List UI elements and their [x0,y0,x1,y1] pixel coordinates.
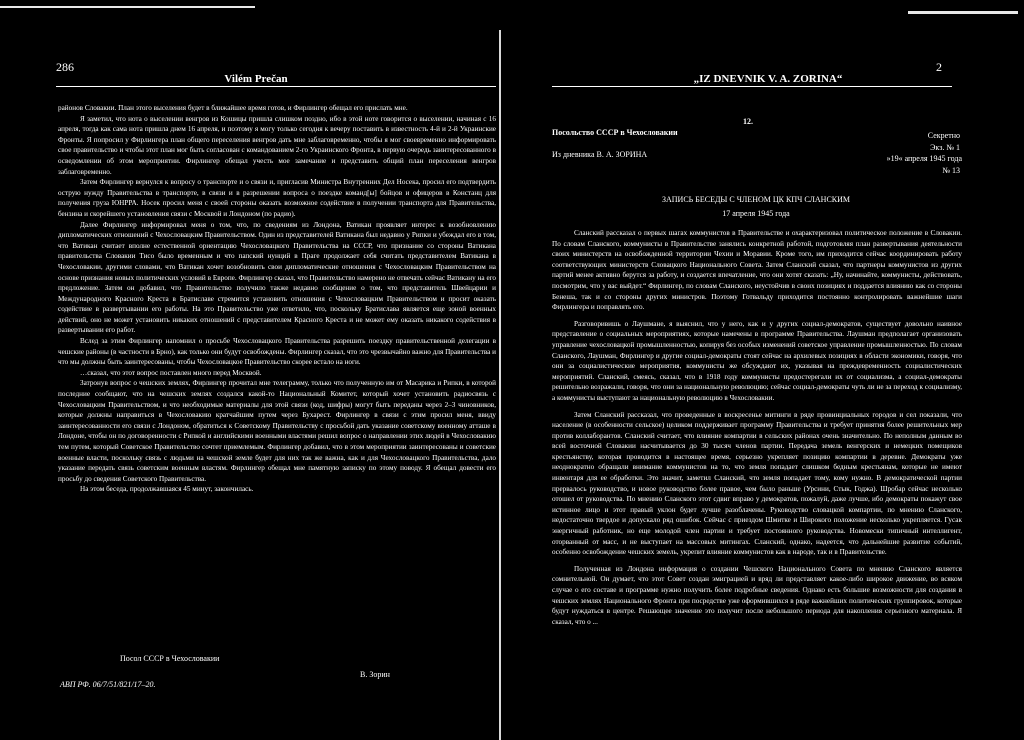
paragraph: …сказал, что этот вопрос поставлен много перед Москвой. [80,368,262,377]
archive-reference: АВП РФ. 06/7/51/821/17–20. [60,680,156,689]
left-body-text [58,103,496,495]
paragraph: Вслед за этим Фирлингер напомнил о просьбе Чехословацкого Правительства разрешить поездку правительственной делегации в чешские районы (в частности в Брно), как только они будут освобождены. Фирлингер сказал, что это чрезвычайно важно для Правительства и что мы должны быть заинтересованы, чтобы Чехословацкое Правительство скорее встало на ноги. [58,337,496,367]
paragraph: Полученная из Лондона информация о создании Чешского Национального Совета по мнению Сланского является сомнительной. Он думает, что этот Совет создан эмиграцией и вряд ли представляет какое-либо широкое движение, во всяком случае о его составе и программе нужно получить более подробные сведения. Однако есть большие возможности для создания в чешских землях Национального Фронта при посредстве уже оформившихся в ряде важнейших политических группировок, которые будут нуждаться в центре. Решающее значение это получит после небольшого периода для накопления серьезного материала. Я сказал, что о ... [552,564,962,626]
header-rule-right [552,86,952,87]
document-title: ЗАПИСЬ БЕСЕДЫ С ЧЛЕНОМ ЦК КПЧ СЛАНСКИМ [661,195,851,204]
document-title-date: 17 апреля 1945 года [722,209,790,218]
diary-line: Из дневника В. А. ЗОРИНА [552,150,648,159]
paragraph: районов Словакии. План этого выселения будет в ближайшее время готов, и Фирлингер обещал его прислать мне. [58,104,408,112]
embassy-line: Посольство СССР в Чехословакии [552,128,678,137]
right-body-text [552,228,962,627]
signature-name: В. Зорин [360,670,390,679]
header-rule-left [56,86,496,87]
copy-number: Экз. № 1 [930,143,960,152]
paragraph: Сланский рассказал о первых шагах коммунистов в Правительстве и охарактеризовал политическое положение в Словакии. По словам Сланского, коммунисты в Правительстве занялись конкретной работой, подготовляя план развертывания деятельности своих министерств на освобожденной территории Чехии и Моравии. Кроме того, им приходится сейчас координировать работу соответствующих министерств Словацкого Национального Совета. Затем Сланский сказал, что партнеры коммунистов из других партий менее активно берутся за работу, и создается впечатление, что они хотят сказать: „Ну, начинайте, коммунисты, действовать, посмотрим, что у вас выйдет.“ Фирлингер, по словам Сланского, неустойчив в своих позициях и поддается влиянию как со стороны Бенеша, так и со стороны других министров. Поэтому Готвальду приходится постоянно контролировать важнейшие шаги Фирлингера и поправлять его. [552,229,962,312]
running-head-right: „IZ DNEVNIK V. A. ZORINA“ [693,73,843,85]
paragraph: Затем Сланский рассказал, что проведенные в воскресенье митинги в ряде провинциальных городов и сел показали, что население (в особенности сельское) целиком поддерживает программу Правительства и требует принятия более решительных мер против коллаборантов. Сланский считает, что влияние компартии в сельских районах очень значительно. По неполным данным во всей восточной Словакии насчитывается до 30 тысяч членов партии. Передача земель венгерских и немецких помещиков крестьянству, которая проводится в настоящее время, серьезно укрепляет позицию компартии в деревне. Демократы уже неоднократно обращали внимание коммунистов на то, что земля попадает слишком бедным крестьянам, которые не имеют инвентаря для ее обработки. Это значит, заметил Сланский, что земля попадает тому, кому нужно. В демократической партии прервалось руководство, и новое руководство более правое, чем было раньше (Урсини, Стык, Годжа). Шробар сейчас несколько отошел от руководства. По мнению Сланского этот сдвиг вправо у демократов, пожалуй, даже лучше, ибо демократы покажут свое истинное лицо и этот правый уклон будет лучше разоблачены. Руководство словацкой компартии, по мнению Сланского, недостаточно твердое и допускало ряд ошибок. Сейчас с приездом Шмитке и Широкого положение несколько укрепляется. Гусак энергичный работник, но еще молодой член партии и требует постоянного руководства. Новомеcки типичный интеллигент, оторванный от масс, и не выступает на массовых митингах. Сланский, однако, надеется, что дальнейшие развитие событий, особенно освобождение чешских земель, укрепит влияние коммунистов как в народе, так и в Правительстве. [552,410,962,557]
date-line: »19« апреля 1945 года [886,154,962,163]
left-page [0,0,512,736]
page-number-left: 286 [56,60,74,74]
running-head-left: Vilém Prečan [224,73,288,85]
paragraph: Разговоривишь о Лаушмане, я выяснил, что у него, как и у других социал-демократов, существует довольно наивное представление о социальных мероприятиях, которые намечены в программе Правительства. Лаушман предполагает организовать управление чехословацкой промышленностью, копируя без особых изменений советское управление промышленностью. По словам Сланского, Лаушман, Фирлингер и другие социал-демократы стоят сейчас на архилевых позициях в области экономики, говоря, что они за социалистические мероприятия, коммунисты же обсуждают их, указывая на преждевременность социалистических мероприятий. Сланский, смеясь, сказал, что в 1918 году коммунисты предостерегали их от социализма, а социал-демократы решительно возражали, говоря, что они за национальную революцию; сейчас социал-демократы чуть ли не за переход к социализму, а коммунисты выступают за национальную революцию в Чехословакии. [552,319,962,402]
paragraph: На этом беседа, продолжавшаяся 45 минут, закончилась. [80,485,254,494]
document-number: 12. [743,117,753,126]
registration-number: № 13 [942,166,960,175]
paragraph: Я заметил, что нота о выселении венгров из Кошицы пришла слишком поздно, ибо в этой ноте говорится о выселении, начиная с 16 апреля, тогда как сама нота пришла днем 16 апреля, и поэтому я могу только сегодня к вечеру поставить в известность 4-й и 2-й Украинские Фронты. Я попросил у Фирлингера план общего переселения венгров дать мне заблаговременно, чтобы я мог своевременно информировать свое правительство и чтобы этот план мог быть согласован с командованием 2-го Украинского Фронта, в первую очередь заинтересованного в осведомлении об этом мероприятии. Фирлингер обещал учесть мое замечание и представить общий план переселения венгров заблаговременно. [58,114,496,176]
paragraph: Далее Фирлингер информировал меня о том, что, по сведениям из Лондона, Ватикан проявляет интерес к возобновлению дипломатических отношений с Чехословацким Правительством. Один из представителей Ватикана был недавно у Рипки и убеждал его в том, что Ватикан считает вполне естественной ориентацию Чехословацкого Правительства на СССР, что признание со стороны Ватикана правительства Словакии Тисо было временным и что папский нунций в Праге продолжает себя считать представителем Ватикана в Чехословакии, другими словами, что Ватикан хочет возобновить свои дипломатические отношения с Чехословацким Правительством на основе признания новых политических условий в Европе. Фирлингер сказал, что Правительство намерено не отвечать сейчас Ватикану на его предложение. Затем он добавил, что Правительство получило также недавно сообщение о том, что представитель Швейцарии и Международного Красного Креста в Братиславе стремится установить отношения с Чехословацким Правительством и просит оказать содействие в развертывании его работы. На это Правительство уже ответило, что, поскольку Братиславa является еще зоной военных действий, оно не может установить никаких отношений с представителем Красного Креста и не может ему оказать никакого содействия в развертывании его работ. [58,220,496,335]
paragraph: Затронув вопрос о чешских землях, Фирлингер прочитал мне телеграмму, только что полученную им от Масарика и Рипки, в которой последние сообщают, что на чешских землях создался какой-то Национальный Комитет, который хочет установить радиосвязь с Чехословацким Правительством, и что необходимые материалы для этой связи (код, шифры) могут быть переданы через 2–3 чиновников, которые должны направиться в Чехословакию кратчайшим путем через Бухарест. Фирлингер в связи с этим просил меня, ввиду заинтересованности его связи с Лондоном, обратиться к Советскому Правительству с просьбой дать указание советскому военному атташе в Лондоне, чтобы он по договоренности с Рипкой и английскими военными властями решил вопрос о направлении этих людей в Чехословакию тем путем, который Советское Правительство сочтет приемлемым. Фирлингер добавил, что в этом мероприятии заинтересованы и советские военные власти, поскольку связь с людьми на чешской земле будет для них так же важна, как и для Чехословацкого Правительства, дало указание передать связь советским военным властям. Фирлингер обещал мне памятную записку по этому поводу. Я обещал довести его просьбу до сведения Советского Правительства. [58,379,496,483]
page-number-right: 2 [936,60,942,74]
secret-stamp: Секретно [927,131,960,140]
right-page [512,0,1024,736]
paragraph: Затем Фирлингер вернулся к вопросу о транспорте и о связи и, пригласив Министра Внутренних Дел Носека, просил его подтвердить острую нужду Правительства в транспорте, в связи и в разрешении вопроса о поездке команд[ы] бойцов и офицеров в Констанц для получения груза ЮНРРА. Носек просил меня с своей стороны оказать возможное содействие в получении транспорта для Правительства, бензина и скорейшего установления связи с Москвой и Лондоном (по радио). [58,178,496,218]
signature-title: Посол СССР в Чехословакии [120,654,220,663]
